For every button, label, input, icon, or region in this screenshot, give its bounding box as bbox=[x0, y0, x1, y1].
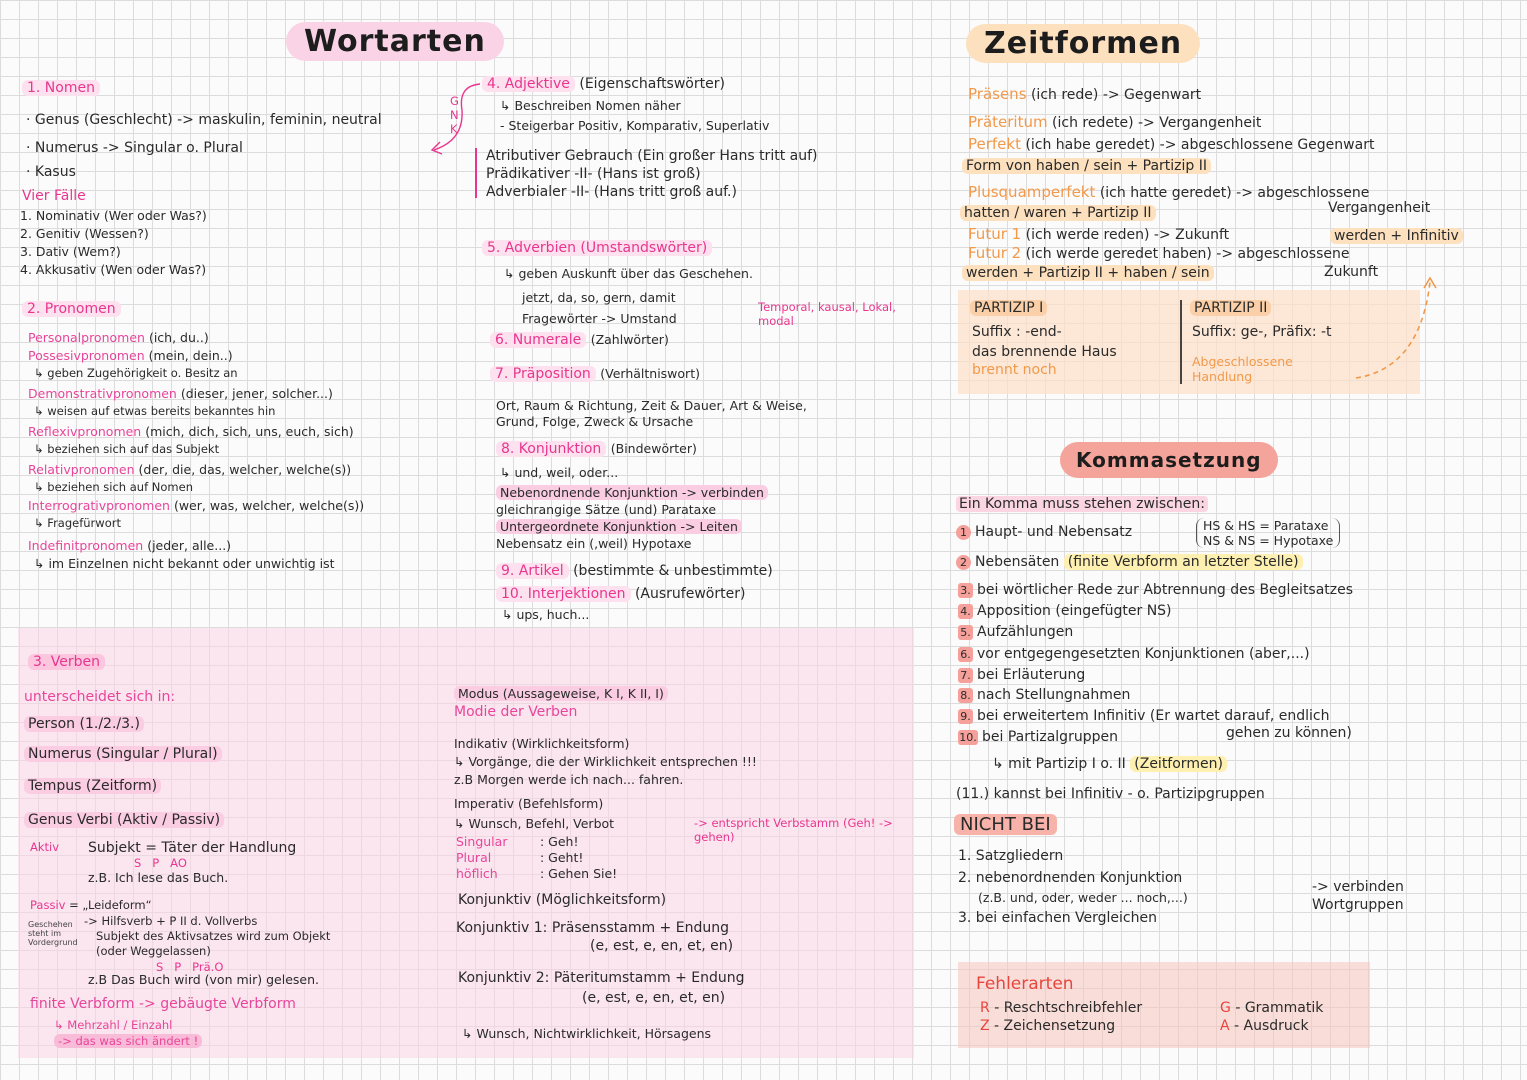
passiv-line: (oder Weggelassen) bbox=[96, 944, 211, 958]
interjektionen-heading bbox=[496, 586, 745, 603]
konjunktiv-use: ↳ Wunsch, Nichtwirklichkeit, Hörsagens bbox=[462, 1026, 712, 1041]
rule-number: 9. bbox=[958, 709, 973, 724]
modus-heading-text: Modus (Aussageweise, K I, K II, I) bbox=[454, 686, 668, 701]
pronomen-examples: (dieser, jener, solcher...) bbox=[180, 386, 333, 401]
verben-heading-text: 3. Verben bbox=[28, 654, 105, 670]
partizip-divider bbox=[1180, 300, 1182, 384]
komma-rule bbox=[956, 554, 1303, 571]
zeitformen-rows bbox=[968, 86, 1374, 154]
futur2-form-text: werden + Partizip II + haben / sein bbox=[962, 265, 1214, 281]
plusquam-row bbox=[968, 184, 1369, 202]
numerale-heading bbox=[490, 332, 669, 349]
passiv-marks: S P Prä.O bbox=[156, 960, 224, 974]
rule-text: Nebensäten bbox=[975, 554, 1060, 570]
pronomen-note: ↳ geben Zugehörigkeit o. Besitz an bbox=[34, 366, 238, 380]
adjektive-sub: (Eigenschaftswörter) bbox=[579, 76, 725, 92]
partizip2-title-text: PARTIZIP II bbox=[1190, 300, 1271, 316]
rule2-note: (finite Verbform an letzter Stelle) bbox=[1064, 554, 1303, 570]
fall-item: 2. Genitiv (Wessen?) bbox=[20, 226, 149, 241]
pronomen-name: Personalpronomen bbox=[28, 330, 145, 345]
pronomen-note: ↳ im Einzelnen nicht bekannt oder unwichtig ist bbox=[34, 556, 335, 571]
imperativ-value: : Gehen Sie! bbox=[540, 866, 618, 881]
pronomen-note: ↳ beziehen sich auf Nomen bbox=[34, 480, 193, 494]
nicht-item: 3. bei einfachen Vergleichen bbox=[958, 910, 1157, 926]
aktiv-marks: S P AO bbox=[134, 856, 187, 870]
pronomen-name: Possesivpronomen bbox=[28, 348, 145, 363]
rule-text: Haupt- und Nebensatz bbox=[975, 524, 1133, 540]
partizip1-line: Suffix : -end- bbox=[972, 324, 1062, 340]
pronomen-note: ↳ Fragefürwort bbox=[34, 516, 121, 530]
zeitform-desc: (ich habe geredet) -> abgeschlossene Gegenwart bbox=[1025, 137, 1375, 153]
zeitform-desc: (ich rede) -> Gegenwart bbox=[1030, 87, 1202, 103]
pronomen-note: ↳ beziehen sich auf das Subjekt bbox=[34, 442, 220, 456]
rule-text: bei Partizalgruppen bbox=[982, 729, 1118, 745]
rule-text: Apposition (eingefügter NS) bbox=[977, 603, 1172, 619]
konjunktion-line bbox=[496, 519, 768, 536]
konjunktion-line: Nebensatz ein (,weil) Hypotaxe bbox=[496, 536, 692, 551]
futur1-row bbox=[968, 226, 1229, 244]
komma-rule bbox=[956, 524, 1132, 541]
rule10-sub bbox=[992, 756, 1227, 773]
fehler-value: - Reschtschreibfehler bbox=[994, 1000, 1143, 1016]
rule-text: Aufzählungen bbox=[977, 624, 1074, 640]
futur1-form-text: werden + Infinitiv bbox=[1330, 228, 1463, 244]
konjunktion-nebenordnend: Nebenordnende Konjunktion -> verbinden bbox=[496, 485, 768, 500]
rule-number: 4. bbox=[958, 604, 973, 619]
zeitform-row bbox=[968, 136, 1374, 154]
futur1-desc: (ich werde reden) -> Zukunft bbox=[1025, 227, 1230, 243]
zeitform-desc: (ich redete) -> Vergangenheit bbox=[1052, 115, 1262, 131]
imperativ-rows bbox=[456, 834, 617, 881]
partizip1-title bbox=[970, 300, 1047, 317]
konjunktiv-heading: Konjunktiv (Möglichkeitsform) bbox=[458, 892, 667, 908]
pronomen-heading-text: 2. Pronomen bbox=[22, 301, 121, 317]
verben-heading bbox=[28, 654, 105, 671]
nicht-item: (z.B. und, oder, weder ... noch,...) bbox=[978, 890, 1188, 905]
adjektive-lines bbox=[500, 98, 769, 133]
nomen-lines bbox=[26, 112, 382, 181]
rule10-note: (Zeitformen) bbox=[1130, 756, 1227, 772]
imperativ-heading: Imperativ (Befehlsform) bbox=[454, 796, 604, 811]
imperativ-key: höflich bbox=[456, 866, 498, 881]
plusquam-form bbox=[960, 205, 1156, 222]
komma-rule bbox=[958, 687, 1353, 708]
pronomen-list bbox=[28, 330, 364, 571]
rule9-cont: gehen zu können) bbox=[1226, 725, 1352, 741]
adverbien-heading bbox=[482, 240, 712, 257]
rule-text: bei Erläuterung bbox=[977, 667, 1086, 683]
faelle-list bbox=[20, 208, 207, 277]
fall-item: 3. Dativ (Wem?) bbox=[20, 244, 121, 259]
interjektionen-sub: (Ausrufewörter) bbox=[634, 586, 746, 602]
title-kommasetzung: Kommasetzung bbox=[1060, 442, 1278, 478]
passiv-line: -> Hilfsverb + P II d. Vollverbs bbox=[84, 914, 258, 928]
finite-line: ↳ Mehrzahl / Einzahl bbox=[54, 1018, 173, 1032]
fehler-value: - Zeichensetzung bbox=[994, 1018, 1116, 1034]
partizip2-line: Suffix: ge-, Präfix: -t bbox=[1192, 324, 1332, 340]
imperativ-note: -> entspricht Verbstamm (Geh! -> gehen) bbox=[694, 816, 893, 844]
verben-unterscheidet: unterscheidet sich in: bbox=[24, 689, 176, 705]
konjunktiv-1: Konjunktiv 1: Präsensstamm + Endung bbox=[456, 920, 729, 936]
futur2-form bbox=[962, 265, 1214, 282]
rule-number: 6. bbox=[958, 647, 973, 662]
nicht-item: 2. nebenordnenden Konjunktion bbox=[958, 870, 1183, 886]
title-zeitformen: Zeitformen bbox=[966, 24, 1200, 63]
adverbien-line: ↳ geben Auskunft über das Geschehen. bbox=[504, 266, 753, 281]
nicht-list bbox=[958, 848, 1188, 927]
partizip2-example: Abgeschlossene Handlung bbox=[1192, 354, 1293, 384]
adverbien-line: jetzt, da, so, gern, damit bbox=[522, 290, 676, 305]
komma-rule bbox=[958, 667, 1353, 687]
fall-item: 4. Akkusativ (Wen oder Was?) bbox=[20, 262, 207, 277]
gebrauch-line: Prädikativer -II- (Hans ist groß) bbox=[486, 166, 701, 182]
pronomen-name: Reflexivpronomen bbox=[28, 424, 142, 439]
praeposition-heading-text: 7. Präposition bbox=[490, 366, 596, 382]
konjunktion-sub: (Bindewörter) bbox=[610, 441, 697, 456]
partizip1-example: brennt noch bbox=[972, 362, 1057, 378]
futur1-name: Futur 1 bbox=[968, 225, 1022, 243]
pronomen-examples: (jeder, alle...) bbox=[147, 538, 232, 553]
pronomen-examples: (mich, dich, sich, uns, euch, sich) bbox=[145, 424, 354, 439]
kategorie-person: Person (1./2./3.) bbox=[24, 716, 144, 732]
aktiv-def: Subjekt = Täter der Handlung bbox=[88, 840, 297, 856]
pronomen-item bbox=[28, 330, 364, 348]
konjunktion-line: gleichrangige Sätze (und) Parataxe bbox=[496, 502, 717, 517]
passiv-side-note: Geschehen steht im Vordergrund bbox=[28, 920, 78, 947]
fehler-key: A bbox=[1220, 1018, 1230, 1034]
rule-number: 7. bbox=[958, 668, 973, 683]
verben-kategorie bbox=[24, 716, 224, 746]
pronomen-name: Demonstrativpronomen bbox=[28, 386, 177, 401]
futur1-form bbox=[1330, 228, 1463, 245]
partizip-arrow-path bbox=[1356, 282, 1430, 378]
finite-lines bbox=[54, 1018, 202, 1048]
imperativ-row bbox=[456, 850, 617, 866]
title-wortarten: Wortarten bbox=[286, 22, 504, 61]
pronomen-item bbox=[28, 462, 364, 480]
praeposition-heading bbox=[490, 366, 700, 383]
konjunktion-line: ↳ und, weil, oder... bbox=[500, 465, 619, 480]
finite-title: finite Verbform -> gebäugte Verbform bbox=[30, 996, 296, 1012]
finite-highlight: -> das was sich ändert ! bbox=[54, 1034, 202, 1048]
fehler-key: Z bbox=[980, 1018, 990, 1034]
modus-sub: Modie der Verben bbox=[454, 704, 578, 720]
modus-heading bbox=[454, 686, 668, 701]
rule-number: 10. bbox=[959, 731, 977, 744]
nicht-bei-text: NICHT BEI bbox=[954, 814, 1057, 835]
konjunktiv-1-endung: (e, est, e, en, et, en) bbox=[590, 938, 734, 954]
imperativ-row bbox=[456, 834, 617, 850]
praeposition-line: Ort, Raum & Richtung, Zeit & Dauer, Art & Weise, bbox=[496, 398, 807, 413]
gnk-label: G N K bbox=[450, 94, 459, 136]
fehler-item-a bbox=[1220, 1018, 1309, 1035]
plusquam-name: Plusquamperfekt bbox=[968, 183, 1096, 201]
fall-item: 1. Nominativ (Wer oder Was?) bbox=[20, 208, 207, 223]
imperativ-value: : Geht! bbox=[540, 850, 584, 865]
imperativ-key: Plural bbox=[456, 850, 492, 865]
zeitform-name: Präsens bbox=[968, 85, 1027, 103]
nomen-line: · Genus (Geschlecht) -> maskulin, feminin, neutral bbox=[26, 112, 382, 128]
rule11: (11.) kannst bei Infinitiv - o. Partizipgruppen bbox=[956, 786, 1265, 802]
gebrauch-line: Atributiver Gebrauch (Ein großer Hans tritt auf) bbox=[486, 148, 818, 164]
indikativ-block bbox=[454, 736, 757, 787]
konjunktion-line bbox=[496, 485, 768, 502]
rule-text: nach Stellungnahmen bbox=[977, 687, 1131, 703]
perfekt-form-text: Form von haben / sein + Partizip II bbox=[962, 158, 1211, 174]
fehlerarten-title: Fehlerarten bbox=[976, 974, 1074, 994]
zeitform-row bbox=[968, 114, 1374, 136]
passiv-label: Passiv bbox=[30, 898, 66, 912]
pronomen-note: ↳ weisen auf etwas bereits bekanntes hin bbox=[34, 404, 276, 418]
gnk-bracket-path bbox=[434, 84, 480, 150]
adjektive-line: - Steigerbar Positiv, Komparativ, Superlativ bbox=[500, 118, 770, 133]
pronomen-name: Interrogrativpronomen bbox=[28, 498, 170, 513]
pronomen-item bbox=[28, 498, 364, 516]
adjektive-gebrauch bbox=[486, 148, 817, 201]
praeposition-sub: (Verhältniswort) bbox=[600, 366, 700, 381]
adjektive-heading bbox=[482, 76, 725, 93]
artikel-heading bbox=[496, 563, 773, 580]
partizip1-line: das brennende Haus bbox=[972, 344, 1117, 360]
imperativ-line: ↳ Wunsch, Befehl, Verbot bbox=[454, 816, 615, 831]
gebrauch-line: Adverbialer -II- (Hans tritt groß auf.) bbox=[486, 184, 737, 200]
partizip2-title bbox=[1190, 300, 1271, 317]
interjektionen-heading-text: 10. Interjektionen bbox=[496, 586, 631, 602]
perfekt-form bbox=[962, 158, 1211, 175]
rule1-note-line: NS & NS = Hypotaxe bbox=[1203, 533, 1334, 548]
passiv-example: z.B Das Buch wird (von mir) gelesen. bbox=[88, 972, 319, 987]
fehler-value: - Grammatik bbox=[1235, 1000, 1324, 1016]
futur2-desc: (ich werde geredet haben) -> abgeschlossene bbox=[1025, 246, 1350, 262]
konjunktion-lines bbox=[496, 465, 768, 551]
aktiv-label: Aktiv bbox=[30, 840, 60, 854]
nomen-line: · Kasus bbox=[26, 164, 76, 180]
rule1-note-line: HS & HS = Parataxe bbox=[1203, 518, 1329, 533]
indikativ-line: Indikativ (Wirklichkeitsform) bbox=[454, 736, 630, 751]
rule-number: 1 bbox=[956, 525, 971, 540]
fehler-value: - Ausdruck bbox=[1234, 1018, 1309, 1034]
pronomen-name: Relativpronomen bbox=[28, 462, 135, 477]
interjektionen-line: ↳ ups, huch... bbox=[502, 607, 590, 622]
kategorie-tempus: Tempus (Zeitform) bbox=[24, 778, 161, 794]
pronomen-examples: (der, die, das, welcher, welche(s)) bbox=[138, 462, 352, 477]
pronomen-item bbox=[28, 386, 364, 404]
pronomen-item bbox=[28, 424, 364, 442]
nomen-heading-text: 1. Nomen bbox=[22, 80, 100, 96]
plusquam-form-text: hatten / waren + Partizip II bbox=[960, 205, 1156, 221]
fehler-key: G bbox=[1220, 1000, 1231, 1016]
passiv-def: = „Leideform“ bbox=[69, 898, 152, 912]
praeposition-lines bbox=[496, 398, 807, 429]
konjunktion-heading-text: 8. Konjunktion bbox=[496, 441, 606, 457]
faelle-heading: Vier Fälle bbox=[22, 188, 86, 204]
rule1-note bbox=[1196, 518, 1340, 548]
komma-rule bbox=[958, 582, 1353, 603]
partizip1-lines bbox=[972, 324, 1117, 361]
verben-kategorie bbox=[24, 778, 224, 812]
imperativ-value: : Geh! bbox=[540, 834, 579, 849]
pronomen-examples: (wer, was, welcher, welche(s)) bbox=[173, 498, 365, 513]
kategorie-genus-verbi: Genus Verbi (Aktiv / Passiv) bbox=[24, 812, 224, 828]
adjektive-line: ↳ Beschreiben Nomen näher bbox=[500, 98, 681, 113]
imperativ-row bbox=[456, 866, 617, 881]
adverbien-line: Fragewörter -> Umstand bbox=[522, 311, 677, 326]
komma-rule bbox=[958, 646, 1353, 667]
imperativ-key: Singular bbox=[456, 834, 508, 849]
verben-kategorie bbox=[24, 746, 224, 778]
praeposition-line: Grund, Folge, Zweck & Ursache bbox=[496, 414, 694, 429]
adverbien-note: Temporal, kausal, Lokal, modal bbox=[758, 300, 896, 328]
aktiv-example: z.B. Ich lese das Buch. bbox=[88, 870, 229, 885]
rule-text: bei wörtlicher Rede zur Abtrennung des Begleitsatzes bbox=[977, 582, 1354, 598]
rule-text: vor entgegengesetzten Konjunktionen (aber,...) bbox=[977, 646, 1310, 662]
rule-number: 8. bbox=[958, 688, 973, 703]
fehler-item-r bbox=[980, 1000, 1142, 1017]
komma-intro-text: Ein Komma muss stehen zwischen: bbox=[956, 496, 1208, 512]
pronomen-item bbox=[28, 348, 364, 366]
futur2-row bbox=[968, 245, 1349, 263]
partizip1-title-text: PARTIZIP I bbox=[970, 300, 1047, 316]
nicht-note: -> verbinden Wortgruppen bbox=[1312, 879, 1404, 913]
rule-number: 2 bbox=[956, 555, 971, 570]
pronomen-examples: (mein, dein..) bbox=[148, 348, 233, 363]
artikel-heading-text: 9. Artikel bbox=[496, 563, 569, 579]
indikativ-line: ↳ Vorgänge, die der Wirklichkeit entsprechen !!! bbox=[454, 754, 757, 769]
rule-number: 5. bbox=[958, 625, 973, 640]
artikel-sub: (bestimmte & unbestimmte) bbox=[573, 563, 773, 579]
numerale-sub: (Zahlwörter) bbox=[590, 332, 669, 347]
kategorie-numerus: Numerus (Singular / Plural) bbox=[24, 746, 222, 762]
futur2-name: Futur 2 bbox=[968, 244, 1022, 262]
komma-rules-list bbox=[958, 582, 1353, 746]
verben-kategorie bbox=[24, 812, 224, 829]
adjektive-heading-text: 4. Adjektive bbox=[482, 76, 575, 92]
fehler-item-g bbox=[1220, 1000, 1323, 1017]
numerale-heading-text: 6. Numerale bbox=[490, 332, 586, 348]
komma-rule bbox=[958, 603, 1353, 624]
zeitform-row bbox=[968, 86, 1374, 114]
verben-kategorien bbox=[24, 716, 224, 829]
konjunktion-untergeordnet: Untergeordnete Konjunktion -> Leiten bbox=[496, 519, 742, 534]
plusquam-rest2: Vergangenheit bbox=[1328, 200, 1431, 216]
fehler-item-z bbox=[980, 1018, 1115, 1035]
rule-number: 3. bbox=[958, 583, 973, 598]
fehler-key: R bbox=[980, 1000, 990, 1016]
futur2-rest2: Zukunft bbox=[1324, 264, 1379, 280]
zeitform-name: Perfekt bbox=[968, 135, 1021, 153]
adverbien-heading-text: 5. Adverbien (Umstandswörter) bbox=[482, 240, 712, 256]
nomen-heading bbox=[22, 80, 100, 97]
pronomen-name: Indefinitpronomen bbox=[28, 538, 144, 553]
gnk-bracket bbox=[428, 80, 484, 160]
passiv-line: Subjekt des Aktivsatzes wird zum Objekt bbox=[96, 929, 331, 943]
zeitform-name: Präteritum bbox=[968, 113, 1048, 131]
partizip-arrow bbox=[1350, 272, 1446, 384]
plusquam-desc: (ich hatte geredet) -> abgeschlossene bbox=[1099, 185, 1370, 201]
pronomen-examples: (ich, du..) bbox=[148, 330, 209, 345]
passiv-lines bbox=[84, 914, 330, 958]
konjunktiv-2: Konjunktiv 2: Päteritumstamm + Endung bbox=[458, 970, 745, 986]
nicht-bei bbox=[954, 814, 1057, 835]
nomen-line: · Numerus -> Singular o. Plural bbox=[26, 140, 243, 156]
passiv-row bbox=[30, 898, 152, 912]
pronomen-item bbox=[28, 538, 364, 556]
pronomen-heading bbox=[22, 301, 121, 318]
konjunktiv-2-endung: (e, est, e, en, et, en) bbox=[582, 990, 726, 1006]
komma-intro bbox=[956, 496, 1208, 513]
rule-text: bei erweitertem Infinitiv (Er wartet darauf, endlich bbox=[977, 708, 1330, 724]
konjunktion-heading bbox=[496, 441, 697, 458]
rule10-sub-text: ↳ mit Partizip I o. II bbox=[992, 756, 1126, 772]
nicht-item: 1. Satzgliedern bbox=[958, 848, 1064, 864]
indikativ-line: z.B Morgen werde ich nach... fahren. bbox=[454, 772, 684, 787]
finite-line bbox=[54, 1034, 202, 1048]
komma-rule bbox=[958, 624, 1353, 646]
adverbien-lines bbox=[504, 266, 753, 326]
